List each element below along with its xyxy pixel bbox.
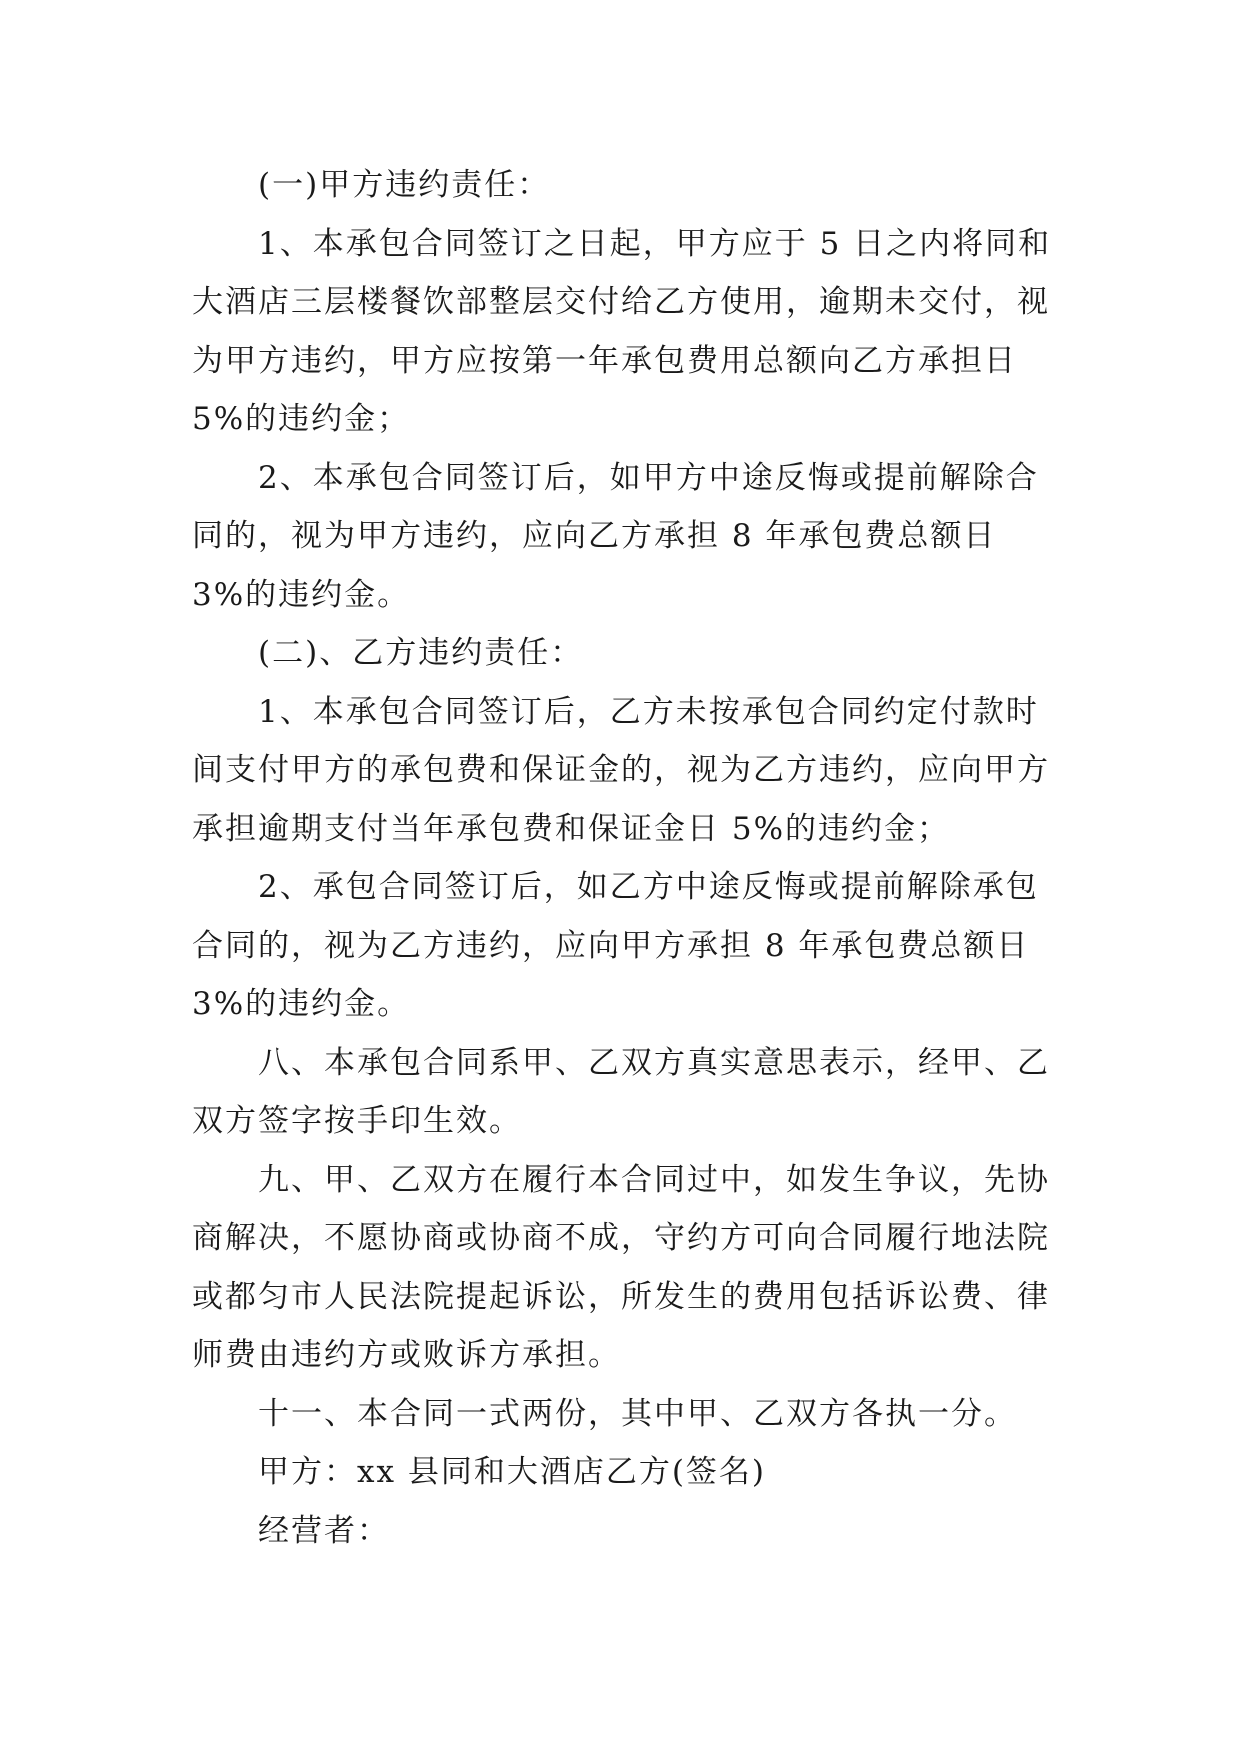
paragraph-article-11: 十一、本合同一式两份，其中甲、乙双方各执一分。	[258, 1395, 1017, 1432]
signature-party-line: 甲方：xx 县同和大酒店乙方(签名)	[258, 1454, 767, 1490]
paragraph-party-a-clause-2: 2、本承包合同签订后，如甲方中途反悔或提前解除合同的，视为甲方违约，应向乙方承担 8 年承包费总额日 3%的违约金。	[192, 459, 1039, 613]
paragraph-article-8: 八、本承包合同系甲、乙双方真实意思表示，经甲、乙双方签字按手印生效。	[192, 1044, 1050, 1139]
signature-operator-line: 经营者：	[258, 1512, 390, 1549]
paragraph-article-9: 九、甲、乙双方在履行本合同过中，如发生争议，先协商解决，不愿协商或协商不成，守约方可向合同履行地法院或都匀市人民法院提起诉讼，所发生的费用包括诉讼费、律师费由违约方或败诉方承担。	[192, 1161, 1050, 1373]
paragraph-party-b-clause-2: 2、承包合同签订后，如乙方中途反悔或提前解除承包合同的，视为乙方违约，应向甲方承担 8 年承包费总额日 3%的违约金。	[192, 869, 1039, 1022]
paragraph-party-a-clause-1: 1、本承包合同签订之日起，甲方应于 5 日之内将同和大酒店三层楼餐饮部整层交付给乙方使用，逾期未交付，视为甲方违约，甲方应按第一年承包费用总额向乙方承担日 5%的违约金；	[192, 225, 1052, 437]
paragraph-party-b-clause-1: 1、本承包合同签订后，乙方未按承包合同约定付款时间支付甲方的承包费和保证金的，视为乙方违约，应向甲方承担逾期支付当年承包费和保证金日 5%的违约金；	[192, 693, 1050, 847]
document-body	[192, 156, 1060, 1560]
paragraph-party-b-liability-heading: (二)、乙方违约责任：	[258, 635, 584, 671]
paragraph-party-a-liability-heading: (一)甲方违约责任：	[258, 167, 551, 203]
